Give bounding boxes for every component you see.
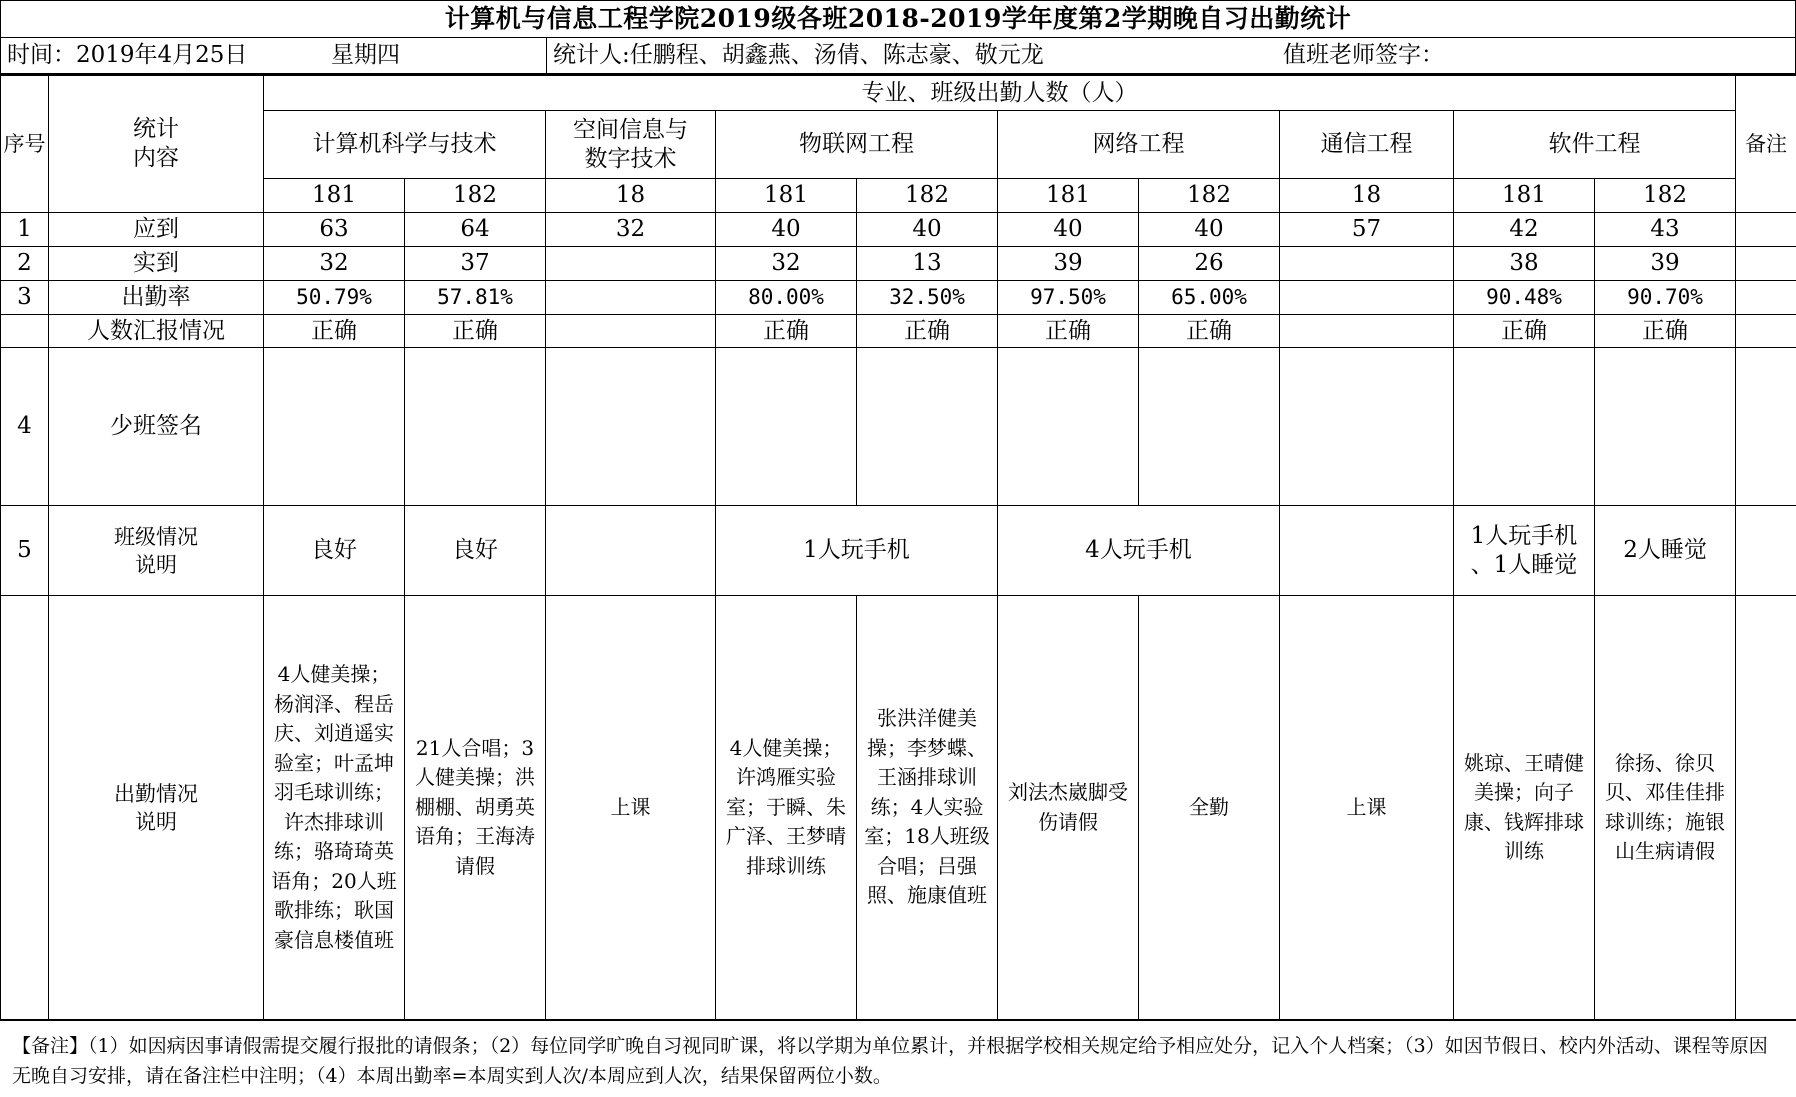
row-number: 1 [1,213,49,247]
header-remark: 备注 [1736,76,1796,213]
sign-cell [998,348,1139,506]
header-seq: 序号 [1,76,49,213]
row-number: 4 [1,348,49,506]
class-number: 18 [1280,179,1454,213]
counters-label: 统计人:任鹏程、胡鑫燕、汤倩、陈志豪、敬元龙 [553,42,1044,68]
report-cell: 正确 [1139,315,1280,348]
expected-cell: 57 [1280,213,1454,247]
class-number: 181 [1454,179,1595,213]
row-number: 2 [1,247,49,281]
note-cell: 张洪洋健美操；李梦蝶、王涵排球训练；4人实验室；18人班级合唱；吕强照、施康值班 [857,596,998,1020]
class-number: 182 [1139,179,1280,213]
remark-cell [1736,315,1796,348]
class-number: 181 [264,179,405,213]
major-spatial: 空间信息与 数字技术 [546,111,716,179]
note-cell: 4人健美操；杨润泽、程岳庆、刘逍遥实验室；叶孟坤羽毛球训练；许杰排球训练；骆琦琦英语角；20人班歌排练；耿国豪信息楼值班 [264,596,405,1020]
condition-cell: 1人玩手机 [716,506,998,596]
remark-cell [1736,247,1796,281]
actual-cell [546,247,716,281]
class-number: 182 [1595,179,1736,213]
row-attendance-note [1,596,1796,1020]
expected-cell: 63 [264,213,405,247]
report-cell: 正确 [405,315,546,348]
class-number: 182 [857,179,998,213]
actual-cell: 26 [1139,247,1280,281]
sign-cell [1139,348,1280,506]
actual-cell [1280,247,1454,281]
info-divider [546,37,547,73]
row-label: 出勤情况 说明 [49,596,264,1020]
row-label: 班级情况 说明 [49,506,264,596]
class-number: 181 [716,179,857,213]
row-number [1,596,49,1020]
actual-cell: 32 [264,247,405,281]
header-row-majors [1,111,1796,179]
major-iot: 物联网工程 [716,111,998,179]
rate-cell: 90.48% [1454,281,1595,315]
expected-cell: 40 [998,213,1139,247]
row-number [1,315,49,348]
date-label: 时间：2019年4月25日 [7,42,248,68]
major-comm: 通信工程 [1280,111,1454,179]
major-cs: 计算机科学与技术 [264,111,546,179]
row-expected [1,213,1796,247]
sign-cell [546,348,716,506]
row-report [1,315,1796,348]
report-cell: 正确 [998,315,1139,348]
row-label: 少班签名 [49,348,264,506]
header-group: 专业、班级出勤人数（人） [264,76,1736,111]
report-cell: 正确 [1595,315,1736,348]
expected-cell: 32 [546,213,716,247]
note-cell: 21人合唱；3人健美操；洪棚棚、胡勇英语角；王海涛请假 [405,596,546,1020]
class-number: 18 [546,179,716,213]
report-cell [1280,315,1454,348]
sign-cell [1280,348,1454,506]
sheet-title: 计算机与信息工程学院2019级各班2018-2019学年度第2学期晚自习出勤统计 [0,0,1796,38]
note-cell: 4人健美操；许鸿雁实验室；于瞬、朱广泽、王梦晴排球训练 [716,596,857,1020]
expected-cell: 40 [1139,213,1280,247]
rate-cell: 97.50% [998,281,1139,315]
note-cell: 上课 [1280,596,1454,1020]
actual-cell: 37 [405,247,546,281]
note-cell: 徐扬、徐贝贝、邓佳佳排球训练；施银山生病请假 [1595,596,1736,1020]
rate-cell [546,281,716,315]
row-label: 应到 [49,213,264,247]
condition-cell: 良好 [405,506,546,596]
major-software: 软件工程 [1454,111,1736,179]
remark-cell [1736,213,1796,247]
row-label: 出勤率 [49,281,264,315]
actual-cell: 13 [857,247,998,281]
remark-cell [1736,348,1796,506]
row-number: 3 [1,281,49,315]
sign-cell [264,348,405,506]
expected-cell: 42 [1454,213,1595,247]
note-cell: 全勤 [1139,596,1280,1020]
header-content: 统计 内容 [49,76,264,213]
row-label: 人数汇报情况 [49,315,264,348]
header-row-group [1,76,1796,111]
actual-cell: 32 [716,247,857,281]
expected-cell: 64 [405,213,546,247]
rate-cell: 65.00% [1139,281,1280,315]
rate-cell: 90.70% [1595,281,1736,315]
expected-cell: 43 [1595,213,1736,247]
rate-cell [1280,281,1454,315]
header-row-classes [1,179,1796,213]
condition-cell: 4人玩手机 [998,506,1280,596]
condition-cell: 2人睡觉 [1595,506,1736,596]
remark-cell [1736,506,1796,596]
row-sign [1,348,1796,506]
note-cell: 刘法杰崴脚受伤请假 [998,596,1139,1020]
actual-cell: 38 [1454,247,1595,281]
class-number: 181 [998,179,1139,213]
rate-cell: 50.79% [264,281,405,315]
expected-cell: 40 [857,213,998,247]
row-label: 实到 [49,247,264,281]
actual-cell: 39 [998,247,1139,281]
row-condition [1,506,1796,596]
remark-cell [1736,596,1796,1020]
row-number: 5 [1,506,49,596]
sign-cell [1595,348,1736,506]
attendance-table [0,75,1796,1020]
note-cell: 上课 [546,596,716,1020]
sign-cell [1454,348,1595,506]
footer-remarks: 【备注】（1）如因病因事请假需提交履行报批的请假条；（2）每位同学旷晚自习视同旷课，将以学期为单位累计，并根据学校相关规定给予相应处分，记入个人档案；（3）如因节假日、校内外活动、课程等原因无晚自习安排，请在备注栏中注明；（4）本周出勤率=本周实到人次/本周应到人次，结果保留两位小数。 [0,1020,1796,1097]
report-cell: 正确 [1454,315,1595,348]
report-cell [546,315,716,348]
condition-cell: 1人玩手机 、1人睡觉 [1454,506,1595,596]
report-cell: 正确 [857,315,998,348]
remark-cell [1736,281,1796,315]
report-cell: 正确 [264,315,405,348]
sign-cell [405,348,546,506]
info-row [0,37,1796,75]
sign-cell [716,348,857,506]
rate-cell: 80.00% [716,281,857,315]
row-rate [1,281,1796,315]
rate-cell: 32.50% [857,281,998,315]
condition-cell: 良好 [264,506,405,596]
teacher-sign-label: 值班老师签字： [1283,42,1444,68]
actual-cell: 39 [1595,247,1736,281]
major-network: 网络工程 [998,111,1280,179]
row-actual [1,247,1796,281]
expected-cell: 40 [716,213,857,247]
weekday-label: 星期四 [331,42,400,68]
rate-cell: 57.81% [405,281,546,315]
report-cell: 正确 [716,315,857,348]
sign-cell [857,348,998,506]
condition-cell [546,506,716,596]
condition-cell [1280,506,1454,596]
note-cell: 姚琼、王晴健美操；向子康、钱辉排球训练 [1454,596,1595,1020]
class-number: 182 [405,179,546,213]
